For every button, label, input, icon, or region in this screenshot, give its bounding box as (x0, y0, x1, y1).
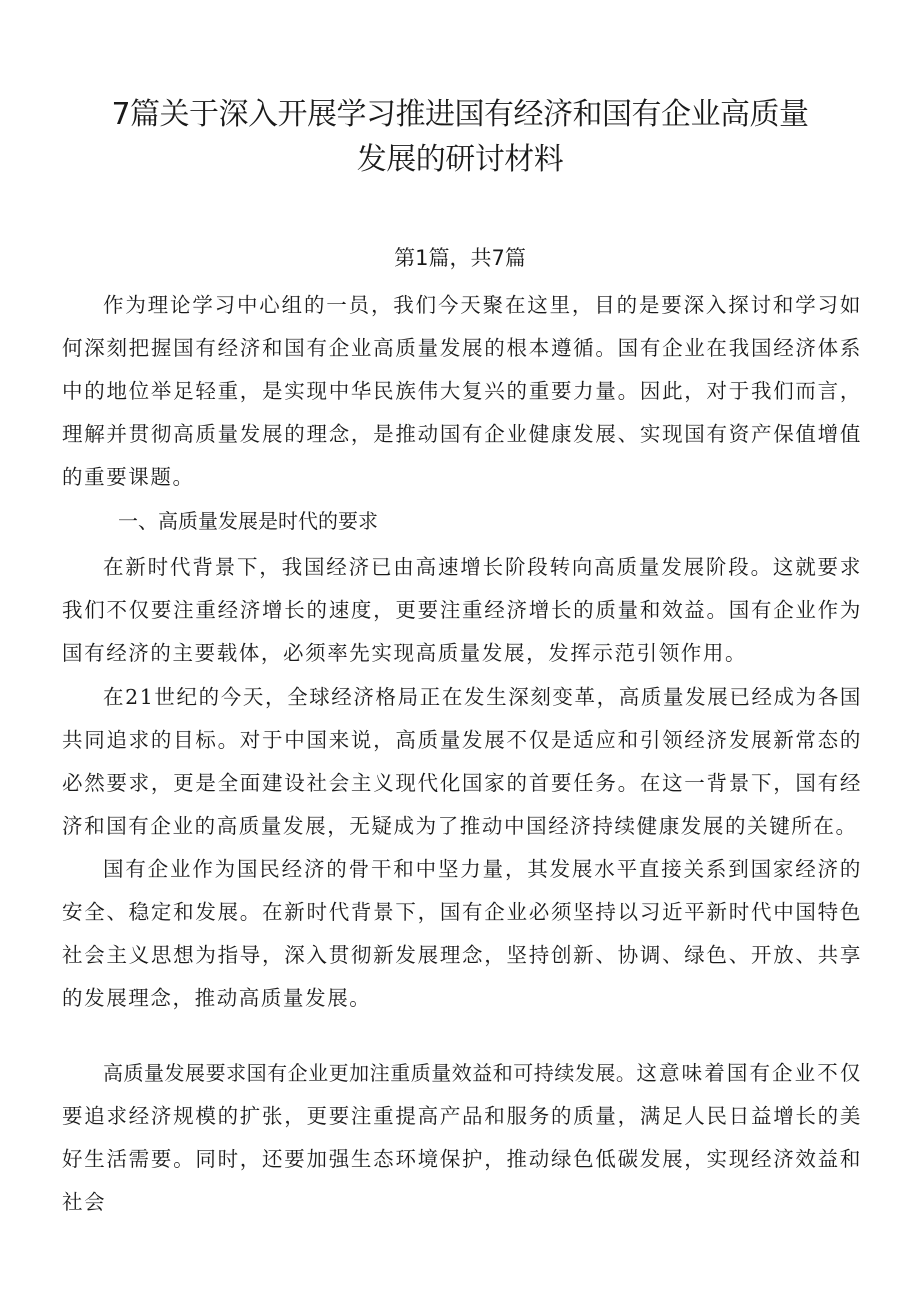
paragraph-3: 在21世纪的今天，全球经济格局正在发生深刻变革，高质量发展已经成为各国共同追求的目标。对于中国来说，高质量发展不仅是适应和引领经济发展新常态的必然要求，更是全面建设社会主义现代化国家的首要任务。在这一背景下，国有经济和国有企业的高质量发展，无疑成为了推动中国经济持续健康发展的关键所在。 (62, 685, 862, 838)
paragraph-5-lead: 高质量发展要求国有企业更加注重质量效益和可持续发展。 (103, 1061, 637, 1085)
paragraph-2: 在新时代背景下，我国经济已由高速增长阶段转向高质量发展阶段。这就要求我们不仅要注重经济增长的速度，更要注重经济增长的质量和效益。国有企业作为国有经济的主要载体，必须率先实现高质量发展，发挥示范引领作用。 (62, 555, 862, 665)
paragraph-5 (62, 1052, 862, 1224)
document-title-line-1: 7篇关于深入开展学习推进国有经济和国有企业高质量 (111, 97, 809, 132)
part-label: 第1篇，共7篇 (394, 246, 526, 270)
document-title-line-2: 发展的研讨材料 (356, 142, 564, 177)
section-heading: 一、高质量发展是时代的要求 (118, 509, 378, 533)
paragraph-4: 国有企业作为国民经济的骨干和中坚力量，其发展水平直接关系到国家经济的安全、稳定和发展。在新时代背景下，国有企业必须坚持以习近平新时代中国特色社会主义思想为指导，深入贯彻新发展理念，坚持创新、协调、绿色、开放、共享的发展理念，推动高质量发展。 (62, 857, 862, 1010)
paragraph-intro: 作为理论学习中心组的一员，我们今天聚在这里，目的是要深入探讨和学习如何深刻把握国有经济和国有企业高质量发展的根本遵循。国有企业在我国经济体系中的地位举足轻重，是实现中华民族伟大复兴的重要力量。因此，对于我们而言，理解并贯彻高质量发展的理念，是推动国有企业健康发展、实现国有资产保值增值的重要课题。 (62, 293, 862, 489)
paragraph-5-text: 这意味着国有企业不仅要追求经济规模的扩张，更要注重提高产品和服务的质量，满足人民日益增长的美好生活需要。同时，还要加强生态环境保护，推动绿色低碳发展，实现经济效益和社会 (62, 1061, 863, 1214)
